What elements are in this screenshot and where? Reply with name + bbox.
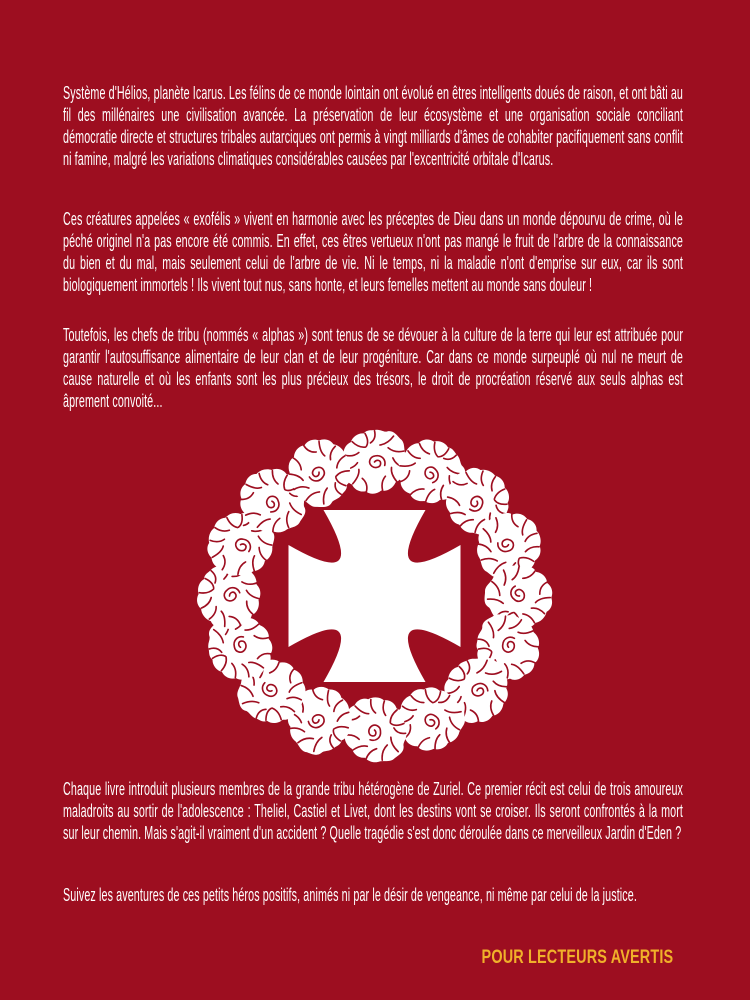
synopsis-paragraph-characters: Chaque livre introduit plusieurs membres de la grande tribu hétérogène de Zuriel. Ce premier récit est celui de trois amoureux maladroits au sortir de l'adolescence : Theliel, Castiel et Livet, dont les destins vont se croiser. Ils seront confrontés à la mort sur leur chemin. Mais s'agit-il vraiment d'un accident ? Quelle tragédie s'est donc déroulée dans ce merveilleux Jardin d'Eden ? xyxy=(63,778,687,843)
rose-icon xyxy=(340,694,410,765)
synopsis-paragraph-alphas: Toutefois, les chefs de tribu (nommés « alphas ») sont tenus de se dévouer à la culture de la terre qui leur est attribuée pour garantir l'autosuffisance alimentaire de leur clan et de leur progéniture. Car dans ce monde surpeuplé où nul ne meurt de cause naturelle et où les enfants sont les plus précieux des trésors, le droit de procréation réservé aux seuls alphas est âprement convoité... xyxy=(63,324,687,411)
synopsis-paragraph-invitation: Suivez les aventures de ces petits héros positifs, animés ni par le désir de vengeance, ni même par celui de la justice. xyxy=(63,884,637,905)
rose-icon xyxy=(342,430,407,494)
synopsis-paragraph-exofelis: Ces créatures appelées « exofélis » vivent en harmonie avec les préceptes de Dieu dans un monde dépourvu de crime, où le péché originel n'a pas encore été commis. En effet, ces êtres vertueux n'ont pas mangé le fruit de l'arbre de la connaissance du bien et du mal, mais seulement celui de l'arbre de vie. Ni le temps, ni la maladie n'ont d'emprise sur eux, car ils sont biologiquement immortels ! Ils vivent tout nus, sans honte, et leurs femelles mettent au monde sans douleur ! xyxy=(63,208,687,295)
synopsis-paragraph-world: Système d'Hélios, planète Icarus. Les félins de ce monde lointain ont évolué en êtres intelligents doués de raison, et ont bâti au fil des millénaires une civilisation avancée. La préservation de leur écosystème et une organisation sociale conciliant démocratie directe et structures tribales autarciques ont permis à vingt milliards d'âmes de cohabiter pacifiquement sans conflit ni famine, malgré les variations climatiques considérables causées par l'excentricité orbitale d'Icarus. xyxy=(63,82,687,169)
audience-notice: POUR LECTEURS AVERTIS xyxy=(481,947,673,968)
cross-pattee-icon xyxy=(289,510,461,682)
rose-cross-emblem xyxy=(187,426,562,766)
